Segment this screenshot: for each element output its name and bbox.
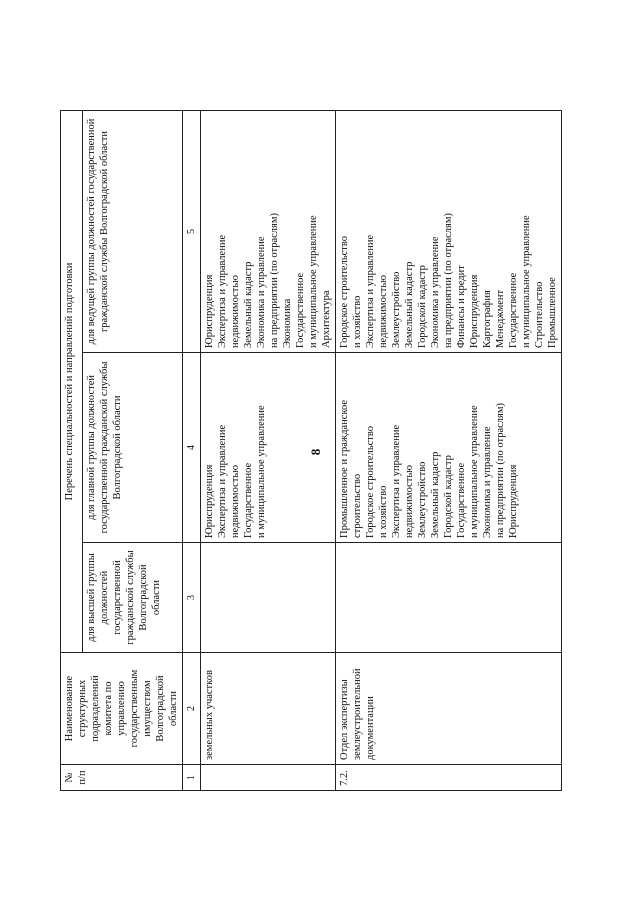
specialty-line: Городское строительство xyxy=(339,236,350,348)
specialty-line: Экономика xyxy=(282,298,293,348)
specialty-line: Городской кадастр xyxy=(417,265,428,348)
specialty-line: Экспертиза и управление xyxy=(391,424,402,538)
specialty-line: Экспертиза и управление xyxy=(365,234,376,348)
specialty-line: и муниципальное управление xyxy=(521,215,532,348)
specialty-line: Юриспруденция xyxy=(469,274,480,348)
rotated-table-container xyxy=(60,111,558,791)
table-index-row xyxy=(183,110,201,790)
specialty-line: недвижимостью xyxy=(230,465,241,538)
specialty-line: Экспертиза и управление xyxy=(217,424,228,538)
specialty-line: недвижимостью xyxy=(404,465,415,538)
specialty-line: Строительство xyxy=(534,281,545,348)
row-higher-specialties xyxy=(201,543,336,653)
header-higher-group: для высшей группы должностей государственной гражданской службы Волгоградской области xyxy=(82,543,182,653)
specialty-line: Государственное xyxy=(508,272,519,348)
specialty-line: Экономика и управление xyxy=(482,426,493,538)
specialty-line: Земельный кадастр xyxy=(243,261,254,348)
specialty-line: и муниципальное управление xyxy=(469,405,480,538)
header-department-name: Наименование структурных подразделений комитета по управлению государственным имуществом Волгоградской области xyxy=(61,653,183,765)
row-higher-specialties xyxy=(336,543,562,653)
page-number: 8 xyxy=(308,448,323,456)
index-cell-3: 3 xyxy=(183,543,201,653)
specialty-line: Государственное xyxy=(456,462,467,538)
specialty-line: Юриспруденция xyxy=(204,274,215,348)
specialty-line: и хозяйство xyxy=(378,485,389,538)
specialty-line: Картография xyxy=(482,290,493,348)
specialty-line: недвижимостью xyxy=(378,275,389,348)
index-cell-1: 1 xyxy=(183,765,201,791)
specialty-line: на предприятии (по отраслям) xyxy=(269,212,280,348)
specialty-line: Юриспруденция xyxy=(508,464,519,538)
specialties-table xyxy=(60,110,562,791)
specialty-line: Промышленное и гражданское xyxy=(339,399,350,538)
header-leading-group: для ведущей группы должностей государственной гражданской службы Волгоградской области xyxy=(82,110,182,352)
row-number xyxy=(201,765,336,791)
specialty-line: Архитектура xyxy=(321,290,332,348)
specialty-line: Экспертиза и управление xyxy=(217,234,228,348)
specialty-line: и хозяйство xyxy=(352,295,363,348)
specialty-line: на предприятии (по отраслям) xyxy=(443,212,454,348)
specialty-line: на предприятии (по отраслям) xyxy=(495,402,506,538)
row-department-name: Отдел экспертизы землеустроительной документации xyxy=(336,653,562,765)
specialty-line: Государственное xyxy=(295,272,306,348)
header-main-group: для главной группы должностей государственной гражданской службы Волгоградской области xyxy=(82,353,182,543)
specialty-line: строительство xyxy=(352,473,363,538)
specialty-line: Юриспруденция xyxy=(204,464,215,538)
row-leading-specialties xyxy=(336,110,562,352)
specialty-line: Землеустройство xyxy=(417,461,428,538)
specialty-line: Земельный кадастр xyxy=(430,451,441,538)
row-main-specialties xyxy=(201,353,336,543)
index-cell-5: 5 xyxy=(183,110,201,352)
specialty-line: Промышленное xyxy=(547,277,558,348)
specialty-line: недвижимостью xyxy=(230,275,241,348)
specialty-line: Землеустройство xyxy=(391,271,402,348)
specialty-line: Городское строительство xyxy=(365,426,376,538)
specialty-line: и муниципальное управление xyxy=(256,405,267,538)
index-cell-2: 2 xyxy=(183,653,201,765)
specialty-line: Государственное xyxy=(243,462,254,538)
table-row xyxy=(201,110,336,790)
specialty-line: Менеджмент xyxy=(495,289,506,348)
specialty-line: Финансы и кредит xyxy=(456,265,467,348)
row-department-name: земельных участков xyxy=(201,653,336,765)
header-specialties-group: Перечень специальностей и направлений подготовки xyxy=(61,110,83,652)
specialty-line: Городской кадастр xyxy=(443,455,454,538)
specialty-line: Экономика и управление xyxy=(256,236,267,348)
specialty-line: Экономика и управление xyxy=(430,236,441,348)
header-number: № п/п xyxy=(61,765,183,791)
row-main-specialties xyxy=(336,353,562,543)
row-leading-specialties xyxy=(201,110,336,352)
index-cell-4: 4 xyxy=(183,353,201,543)
specialty-line: Земельный кадастр xyxy=(404,261,415,348)
table-header-row-1 xyxy=(61,110,83,790)
row-number: 7.2. xyxy=(336,765,562,791)
table-row xyxy=(336,110,562,790)
specialty-line: и муниципальное управление xyxy=(308,215,319,348)
